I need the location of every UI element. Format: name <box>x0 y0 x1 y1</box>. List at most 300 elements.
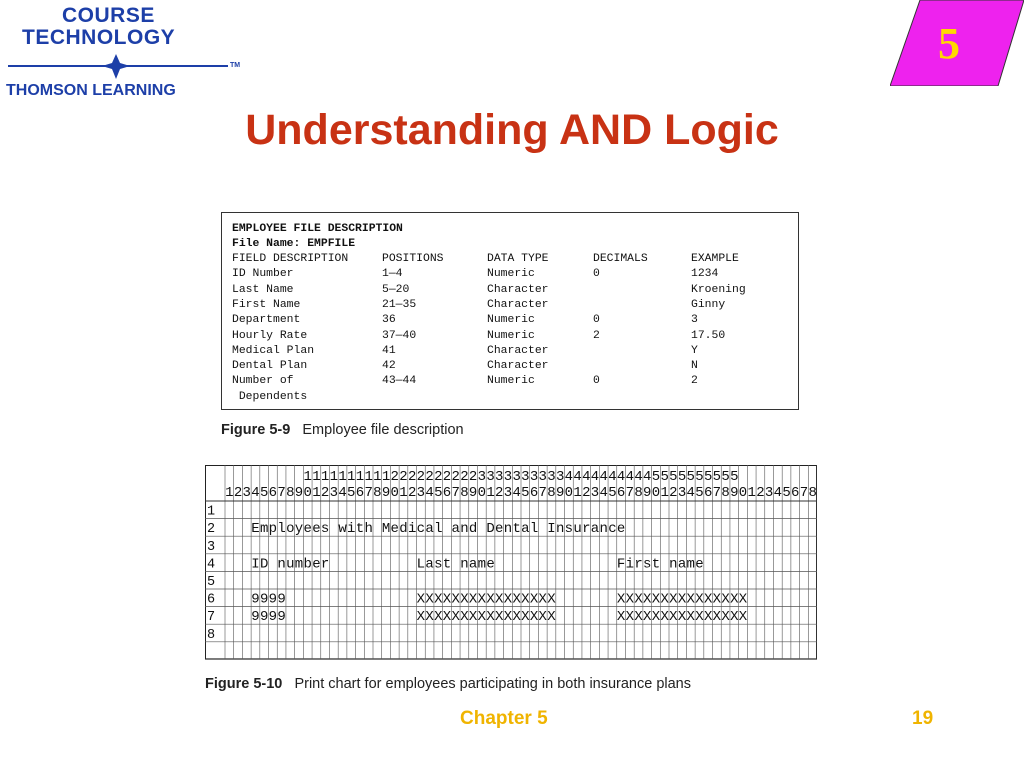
column-tens-digit: 5 <box>695 469 704 485</box>
figure-5-9-caption <box>221 422 464 438</box>
chart-character: X <box>625 591 635 608</box>
column-ones-digit: 2 <box>407 485 417 501</box>
chart-character: l <box>529 521 539 538</box>
column-tens-digit: 3 <box>547 469 556 485</box>
column-tens-digit: 4 <box>564 469 574 485</box>
column-ones-digit: 1 <box>399 485 408 501</box>
table-cell: 41 <box>382 344 396 357</box>
column-tens-digit: 5 <box>660 469 669 485</box>
table-column-header: FIELD DESCRIPTION <box>232 253 349 265</box>
table-cell: Number of <box>232 375 294 388</box>
column-ones-digit: 2 <box>320 485 330 501</box>
column-tens-digit: 3 <box>512 469 521 485</box>
chart-character: X <box>686 609 695 626</box>
chart-character: I <box>251 556 260 573</box>
chart-character: X <box>616 591 626 608</box>
chart-character: i <box>407 521 417 538</box>
column-tens-digit: 2 <box>434 469 443 485</box>
column-ones-digit: 3 <box>764 485 774 501</box>
column-ones-digit: 7 <box>538 485 547 501</box>
column-ones-digit: 3 <box>416 485 426 501</box>
column-ones-digit: 8 <box>460 485 469 501</box>
column-tens-digit: 3 <box>529 469 539 485</box>
column-tens-digit: 5 <box>721 469 730 485</box>
column-tens-digit: 4 <box>573 469 582 485</box>
logo-trademark: TM <box>230 62 241 69</box>
chart-character: X <box>677 591 687 608</box>
chart-character: e <box>312 521 321 538</box>
chart-character: X <box>477 609 487 626</box>
table-cell: Dental Plan <box>232 360 308 373</box>
table-column-header: POSITIONS <box>382 253 444 265</box>
column-ones-digit: 5 <box>347 485 356 501</box>
column-ones-digit: 7 <box>277 485 286 501</box>
column-ones-digit: 3 <box>242 485 251 501</box>
chart-character: X <box>451 609 460 626</box>
column-ones-digit: 7 <box>799 485 809 501</box>
chart-character: 9 <box>259 609 269 626</box>
chart-character: X <box>477 591 487 608</box>
row-number: 4 <box>207 557 216 573</box>
column-ones-digit: 4 <box>599 485 608 501</box>
chart-character: u <box>573 521 582 538</box>
chart-character: r <box>634 556 643 573</box>
column-ones-digit: 9 <box>555 485 565 501</box>
column-ones-digit: 8 <box>286 485 295 501</box>
row-number: 2 <box>207 522 216 538</box>
table-cell: Ginny <box>691 298 726 311</box>
employee-file-description-box <box>221 212 799 410</box>
chart-character: X <box>512 591 521 608</box>
footer-chapter: Chapter 5 <box>460 708 548 729</box>
chart-character: X <box>442 609 452 626</box>
chart-character: X <box>538 609 547 626</box>
chart-character: X <box>738 591 748 608</box>
slide-title: Understanding AND Logic <box>245 106 779 154</box>
chapter-badge-number: 5 <box>938 19 960 68</box>
column-tens-digit: 5 <box>703 469 713 485</box>
column-tens-digit: 1 <box>329 469 339 485</box>
column-tens-digit: 3 <box>477 469 487 485</box>
chart-character: X <box>651 609 661 626</box>
chart-character: X <box>460 591 469 608</box>
column-ones-digit: 1 <box>225 485 234 501</box>
chart-character: n <box>669 556 678 573</box>
column-ones-digit: 1 <box>486 485 495 501</box>
column-tens-digit: 2 <box>407 469 417 485</box>
table-cell: 1234 <box>691 268 719 281</box>
chart-character: e <box>312 556 321 573</box>
chart-character: X <box>529 609 539 626</box>
row-number: 3 <box>207 539 216 555</box>
chart-character: m <box>686 556 695 573</box>
column-ones-digit: 0 <box>564 485 574 501</box>
column-tens-digit: 5 <box>686 469 695 485</box>
table-cell: Y <box>691 344 698 357</box>
chart-character: w <box>338 521 347 538</box>
column-tens-digit: 4 <box>625 469 635 485</box>
column-tens-digit: 2 <box>468 469 478 485</box>
chart-character: X <box>529 591 539 608</box>
table-column-header: EXAMPLE <box>691 253 739 265</box>
column-ones-digit: 1 <box>747 485 756 501</box>
chart-character: X <box>486 591 495 608</box>
column-tens-digit: 3 <box>555 469 565 485</box>
chart-character: a <box>677 556 687 573</box>
column-ones-digit: 7 <box>451 485 460 501</box>
table-column-header: DATA TYPE <box>487 253 549 265</box>
chart-character: L <box>416 556 426 573</box>
chart-character: X <box>712 609 722 626</box>
column-ones-digit: 4 <box>338 485 347 501</box>
column-ones-digit: 6 <box>355 485 365 501</box>
chart-character: c <box>608 521 617 538</box>
chart-character: h <box>364 521 373 538</box>
chart-character: 9 <box>268 609 278 626</box>
column-ones-digit: 5 <box>259 485 269 501</box>
column-ones-digit: 0 <box>477 485 487 501</box>
chart-character: X <box>468 591 478 608</box>
file-description-heading: EMPLOYEE FILE DESCRIPTION <box>232 223 403 235</box>
chart-character: D <box>259 556 269 573</box>
chart-character: X <box>660 609 669 626</box>
column-tens-digit: 2 <box>460 469 469 485</box>
column-ones-digit: 6 <box>703 485 713 501</box>
column-ones-digit: 5 <box>608 485 617 501</box>
chart-character: X <box>651 591 661 608</box>
column-ones-digit: 1 <box>573 485 582 501</box>
table-cell: 42 <box>382 360 396 373</box>
chart-character: n <box>277 556 286 573</box>
column-ones-digit: 6 <box>529 485 539 501</box>
table-cell: 37—40 <box>382 329 417 342</box>
table-cell: 3 <box>691 314 698 327</box>
table-cell: 1—4 <box>382 268 403 281</box>
chart-character: X <box>686 591 695 608</box>
chart-character: X <box>660 591 669 608</box>
chart-character: X <box>703 609 713 626</box>
column-ones-digit: 4 <box>251 485 260 501</box>
column-ones-digit: 9 <box>468 485 478 501</box>
table-cell: Hourly Rate <box>232 329 308 342</box>
table-cell: 2 <box>691 375 698 388</box>
chart-character: 9 <box>277 609 286 626</box>
course-technology-logo <box>0 0 260 110</box>
chart-character: a <box>451 521 460 538</box>
column-tens-digit: 5 <box>730 469 739 485</box>
table-cell: Numeric <box>487 314 535 327</box>
figure-5-10-label: Figure 5-10 <box>205 676 283 692</box>
column-tens-digit: 3 <box>495 469 504 485</box>
column-tens-digit: 1 <box>381 469 391 485</box>
chart-character: 9 <box>277 591 286 608</box>
print-chart-grid <box>205 465 817 660</box>
column-ones-digit: 4 <box>773 485 783 501</box>
chart-character: X <box>669 609 678 626</box>
chart-character: X <box>521 609 530 626</box>
chart-character: X <box>677 609 687 626</box>
table-cell: 17.50 <box>691 329 726 342</box>
column-ones-digit: 0 <box>738 485 748 501</box>
column-ones-digit: 5 <box>434 485 443 501</box>
row-number: 7 <box>207 610 216 626</box>
chart-character: 9 <box>259 591 269 608</box>
chart-character: t <box>442 556 452 573</box>
column-ones-digit: 7 <box>625 485 635 501</box>
column-ones-digit: 2 <box>495 485 504 501</box>
chart-character: F <box>616 556 626 573</box>
chart-character: l <box>277 521 286 538</box>
chart-character: n <box>555 521 565 538</box>
column-ones-digit: 2 <box>756 485 765 501</box>
chart-character: X <box>512 609 521 626</box>
column-tens-digit: 4 <box>608 469 617 485</box>
chart-character: n <box>599 521 608 538</box>
chart-character: e <box>695 556 704 573</box>
table-cell: 5—20 <box>382 283 410 296</box>
column-ones-digit: 2 <box>582 485 591 501</box>
column-ones-digit: 6 <box>791 485 800 501</box>
chart-character: X <box>503 591 513 608</box>
chart-character: u <box>286 556 295 573</box>
column-tens-digit: 1 <box>303 469 312 485</box>
chart-character: X <box>703 591 713 608</box>
chart-character: a <box>425 556 434 573</box>
column-ones-digit: 7 <box>364 485 373 501</box>
column-ones-digit: 4 <box>425 485 434 501</box>
column-ones-digit: 4 <box>512 485 521 501</box>
table-cell: Character <box>487 360 549 373</box>
column-ones-digit: 5 <box>695 485 704 501</box>
table-cell: 0 <box>593 268 600 281</box>
chart-character: X <box>486 609 495 626</box>
column-tens-digit: 2 <box>416 469 426 485</box>
chart-character: X <box>495 609 504 626</box>
chart-character: i <box>347 521 356 538</box>
table-cell: Department <box>232 314 301 327</box>
chart-character: X <box>503 609 513 626</box>
chart-character: e <box>486 556 495 573</box>
chart-character: 9 <box>268 591 278 608</box>
column-ones-digit: 8 <box>808 485 817 501</box>
chart-character: c <box>416 521 426 538</box>
column-tens-digit: 5 <box>669 469 678 485</box>
column-ones-digit: 6 <box>616 485 626 501</box>
chart-character: e <box>303 521 312 538</box>
chart-character: X <box>730 609 739 626</box>
chart-character: X <box>634 591 643 608</box>
chart-character: 9 <box>251 591 260 608</box>
chart-character: s <box>434 556 443 573</box>
chart-character: y <box>294 521 304 538</box>
column-ones-digit: 0 <box>651 485 661 501</box>
chart-character: n <box>460 521 469 538</box>
column-tens-digit: 2 <box>425 469 434 485</box>
chart-character: p <box>268 521 278 538</box>
table-cell: Numeric <box>487 375 535 388</box>
column-ones-digit: 4 <box>686 485 695 501</box>
chart-character: X <box>634 609 643 626</box>
column-tens-digit: 1 <box>373 469 382 485</box>
column-tens-digit: 3 <box>521 469 530 485</box>
column-tens-digit: 4 <box>590 469 600 485</box>
chart-character: X <box>416 591 426 608</box>
column-ones-digit: 5 <box>782 485 791 501</box>
chart-character: X <box>721 591 730 608</box>
chart-character: n <box>460 556 469 573</box>
column-tens-digit: 2 <box>399 469 408 485</box>
chart-character: e <box>495 521 504 538</box>
column-ones-digit: 1 <box>312 485 321 501</box>
chart-character: n <box>503 521 513 538</box>
column-ones-digit: 3 <box>503 485 513 501</box>
chart-character: M <box>381 521 391 538</box>
column-tens-digit: 5 <box>712 469 722 485</box>
chart-character: l <box>434 521 443 538</box>
row-number: 6 <box>207 592 216 608</box>
table-cell: Numeric <box>487 329 535 342</box>
table-cell: 43—44 <box>382 375 417 388</box>
chart-character: X <box>712 591 722 608</box>
logo-line-thomson: THOMSON LEARNING <box>6 82 176 99</box>
column-tens-digit: 1 <box>364 469 373 485</box>
chart-character: t <box>355 521 365 538</box>
column-ones-digit: 8 <box>547 485 556 501</box>
row-number: 1 <box>207 504 216 520</box>
chart-character: I <box>547 521 556 538</box>
table-cell: Medical Plan <box>232 344 315 357</box>
chart-character: X <box>521 591 530 608</box>
table-column-header: DECIMALS <box>593 253 648 265</box>
logo-star-icon <box>0 54 240 82</box>
chart-character: 9 <box>251 609 260 626</box>
chart-character: s <box>320 521 330 538</box>
column-tens-digit: 3 <box>503 469 513 485</box>
column-tens-digit: 2 <box>442 469 452 485</box>
chart-character: X <box>625 609 635 626</box>
column-ones-digit: 1 <box>660 485 669 501</box>
chart-character: X <box>643 591 652 608</box>
chart-character: E <box>251 521 260 538</box>
column-tens-digit: 4 <box>616 469 626 485</box>
figure-5-9-label: Figure 5-9 <box>221 422 291 438</box>
column-ones-digit: 9 <box>643 485 652 501</box>
column-ones-digit: 9 <box>730 485 739 501</box>
column-ones-digit: 7 <box>712 485 722 501</box>
column-ones-digit: 2 <box>669 485 678 501</box>
chart-character: r <box>320 556 330 573</box>
chart-character: a <box>521 521 530 538</box>
logo-line-technology: TECHNOLOGY <box>22 26 176 49</box>
table-cell: 0 <box>593 314 600 327</box>
column-tens-digit: 5 <box>651 469 661 485</box>
column-ones-digit: 9 <box>381 485 391 501</box>
chart-character: b <box>303 556 312 573</box>
chart-character: X <box>547 591 556 608</box>
chart-character: X <box>643 609 652 626</box>
chart-character: X <box>451 591 460 608</box>
chart-character: X <box>695 609 704 626</box>
table-cell: Character <box>487 283 549 296</box>
table-cell: Character <box>487 298 549 311</box>
chart-character: i <box>625 556 635 573</box>
file-name-heading: File Name: EMPFILE <box>232 238 356 250</box>
footer-page-number: 19 <box>912 708 934 729</box>
column-ones-digit: 0 <box>303 485 312 501</box>
chart-character: X <box>730 591 739 608</box>
chart-character: r <box>582 521 591 538</box>
chart-character: o <box>286 521 295 538</box>
column-tens-digit: 1 <box>320 469 330 485</box>
column-tens-digit: 2 <box>390 469 399 485</box>
figure-5-9-text: Employee file description <box>302 422 464 438</box>
column-tens-digit: 3 <box>538 469 547 485</box>
column-ones-digit: 6 <box>268 485 278 501</box>
chart-character: X <box>468 609 478 626</box>
table-cell: Numeric <box>487 268 535 281</box>
column-tens-digit: 1 <box>338 469 347 485</box>
chart-character: X <box>547 609 556 626</box>
chart-character: s <box>564 521 574 538</box>
chart-character: X <box>616 609 626 626</box>
chart-character: X <box>538 591 547 608</box>
table-cell: 21—35 <box>382 298 417 311</box>
chart-character: m <box>259 521 269 538</box>
column-ones-digit: 2 <box>233 485 243 501</box>
chart-character: t <box>512 521 521 538</box>
chart-character: X <box>495 591 504 608</box>
chart-character: X <box>425 591 434 608</box>
chart-character: X <box>416 609 426 626</box>
chart-character: X <box>721 609 730 626</box>
chart-character: a <box>590 521 600 538</box>
column-ones-digit: 8 <box>721 485 730 501</box>
chart-character: m <box>294 556 304 573</box>
logo-line-course: COURSE <box>62 4 155 27</box>
chart-character: D <box>486 521 495 538</box>
column-tens-digit: 4 <box>643 469 652 485</box>
table-cell: ID Number <box>232 268 294 281</box>
column-tens-digit: 5 <box>677 469 687 485</box>
chart-character: t <box>651 556 661 573</box>
column-tens-digit: 1 <box>355 469 365 485</box>
chart-character: e <box>616 521 626 538</box>
column-ones-digit: 0 <box>390 485 399 501</box>
chart-character: d <box>399 521 408 538</box>
column-tens-digit: 2 <box>451 469 460 485</box>
column-tens-digit: 1 <box>312 469 321 485</box>
table-cell: Character <box>487 344 549 357</box>
chart-character: X <box>738 609 748 626</box>
chart-character: d <box>468 521 478 538</box>
column-tens-digit: 1 <box>347 469 356 485</box>
column-ones-digit: 8 <box>634 485 643 501</box>
figure-5-10-text: Print chart for employees participating in both insurance plans <box>294 676 692 692</box>
column-ones-digit: 3 <box>329 485 339 501</box>
table-cell: Dependents <box>232 390 308 403</box>
column-tens-digit: 4 <box>599 469 608 485</box>
column-ones-digit: 3 <box>590 485 600 501</box>
chart-character: m <box>477 556 487 573</box>
table-cell: N <box>691 360 698 373</box>
chart-character: X <box>695 591 704 608</box>
table-cell: 36 <box>382 314 396 327</box>
figure-5-10-caption <box>205 676 691 692</box>
chart-character: s <box>643 556 652 573</box>
chart-character: X <box>442 591 452 608</box>
column-tens-digit: 4 <box>582 469 591 485</box>
chart-character: e <box>390 521 399 538</box>
